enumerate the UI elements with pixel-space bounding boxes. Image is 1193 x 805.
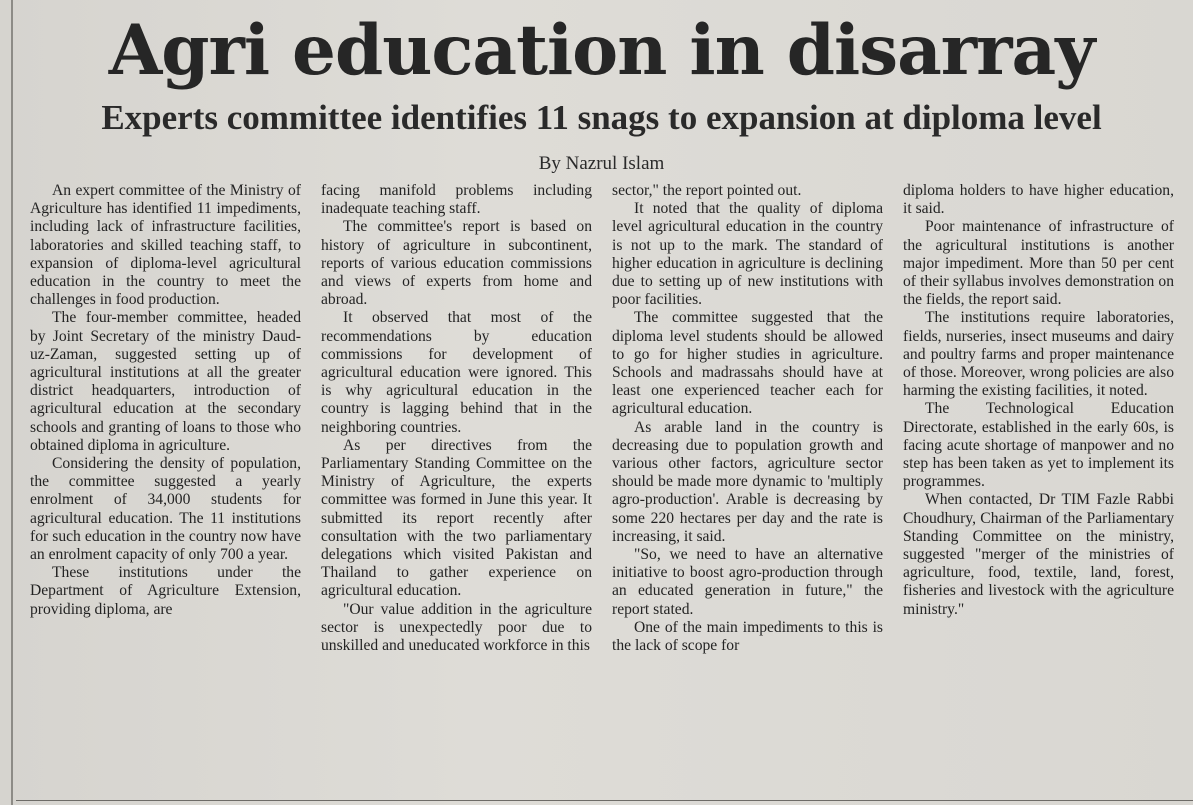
- paragraph: The institutions require laboratories, fields, nurseries, insect museums and dairy and poultry farms and proper maintenance of those. Moreover, wrong policies are also harming the existing facilities, it noted.: [903, 309, 1174, 400]
- paragraph: facing manifold problems including inadequate teaching staff.: [321, 182, 592, 218]
- paragraph: Considering the density of population, the committee suggested a yearly enrolment of 34,000 students for agricultural education. The 11 institutions for such education in the country now have an enrolment capacity of only 700 a year.: [30, 455, 301, 564]
- article-column-1: [30, 182, 301, 655]
- article-column-4: [903, 182, 1174, 655]
- bottom-rule: [16, 800, 1193, 801]
- article-body: [22, 182, 1181, 655]
- headline: Agri education in disarray: [108, 10, 1095, 91]
- byline: By Nazrul Islam: [538, 153, 665, 174]
- paragraph: These institutions under the Department of Agriculture Extension, providing diploma, are: [30, 564, 301, 618]
- paragraph: An expert committee of the Ministry of Agriculture has identified 11 impediments, including lack of infrastructure facilities, laboratories and skilled teaching staff, to expansion of diploma-level agricultural education in the country to meet the challenges in food production.: [30, 182, 301, 309]
- paragraph: When contacted, Dr TIM Fazle Rabbi Choudhury, Chairman of the Parliamentary Standing Committee on the ministry, suggested "merger of the ministries of agriculture, food, textile, land, forest, fisheries and livestock with the agriculture ministry.": [903, 491, 1174, 618]
- subheadline: Experts committee identifies 11 snags to expansion at diploma level: [101, 98, 1102, 137]
- paragraph: "So, we need to have an alternative initiative to boost agro-production through an educated generation in future," the report stated.: [612, 546, 883, 618]
- paragraph: diploma holders to have higher education, it said.: [903, 182, 1174, 218]
- paragraph: One of the main impediments to this is the lack of scope for: [612, 618, 883, 655]
- article-column-2: [321, 182, 592, 655]
- paragraph: The four-member committee, headed by Joint Secretary of the ministry Daud-uz-Zaman, suggested setting up of agricultural institutions at all the greater district headquarters, introduction of agricultural education at the secondary schools and granting of loans to those who obtained diploma in agriculture.: [30, 309, 301, 454]
- column-divider-rule: [11, 0, 13, 805]
- paragraph: As per directives from the Parliamentary Standing Committee on the Ministry of Agriculture, the experts committee was formed in June this year. It submitted its report recently after consultation with the two parliamentary delegations which visited Pakistan and Thailand to gather experience on agricultural education.: [321, 436, 592, 600]
- paragraph: sector," the report pointed out.: [612, 182, 802, 199]
- paragraph: "Our value addition in the agriculture sector is unexpectedly poor due to unskilled and uneducated workforce in this: [321, 600, 592, 655]
- paragraph: Poor maintenance of infrastructure of the agricultural institutions is another major impediment. More than 50 per cent of their syllabus involves demonstration on the fields, the report said.: [903, 218, 1174, 309]
- paragraph: The committee's report is based on history of agriculture in subcontinent, reports of various education commissions and views of experts from home and abroad.: [321, 218, 592, 309]
- paragraph: It noted that the quality of diploma level agricultural education in the country is not up to the mark. The standard of higher education in agriculture is declining due to setting up of new institutions with poor facilities.: [612, 200, 883, 309]
- paragraph: As arable land in the country is decreasing due to population growth and various other factors, agriculture sector should be made more dynamic to 'multiply agro-production'. Arable is decreasing by some 220 hectares per day and the rate is increasing, it said.: [612, 418, 883, 545]
- paragraph: The Technological Education Directorate, established in the early 60s, is facing acute shortage of manpower and no step has been taken as yet to implement its programmes.: [903, 400, 1174, 491]
- article-column-3: [612, 182, 883, 655]
- paragraph: It observed that most of the recommendations by education commissions for development of agricultural education were ignored. This is why agricultural education in the country is lagging behind that in the neighboring countries.: [321, 309, 592, 436]
- paragraph: The committee suggested that the diploma level students should be allowed to go for higher studies in agriculture. Schools and madrassahs should have at least one experienced teacher each for agricultural education.: [612, 309, 883, 418]
